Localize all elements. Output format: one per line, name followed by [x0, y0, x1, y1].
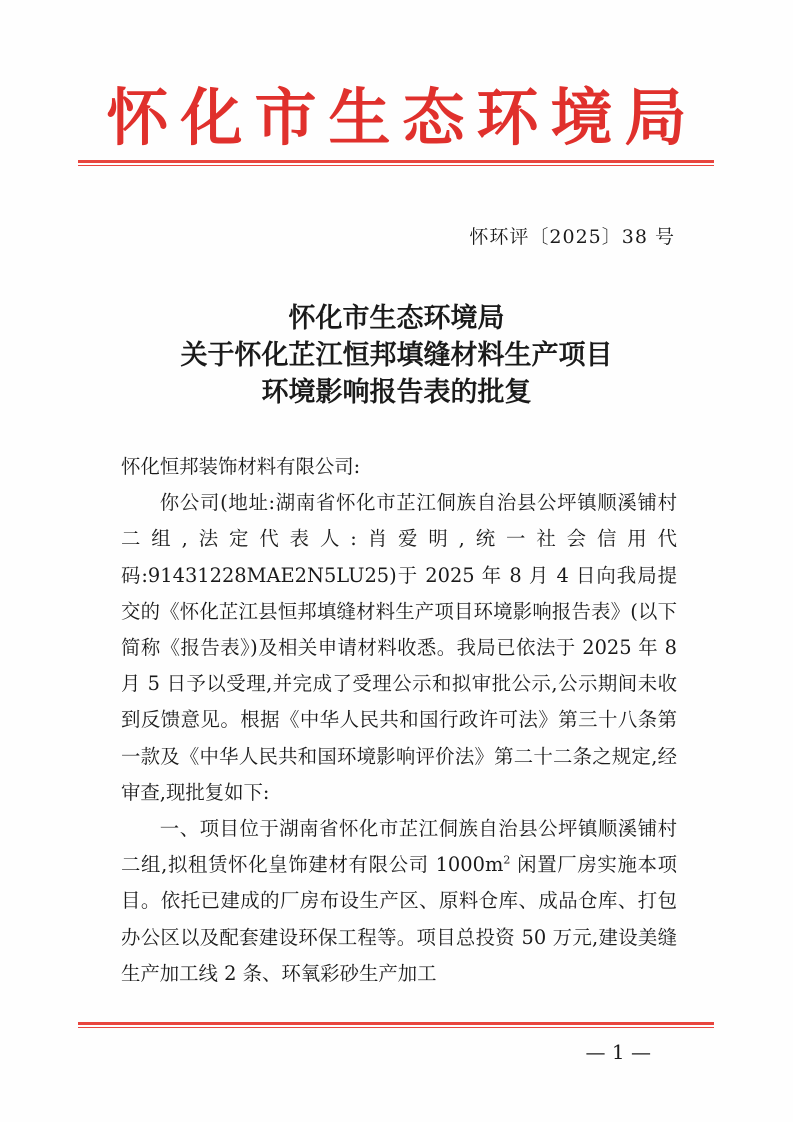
- addressee: 怀化恒邦装饰材料有限公司:: [121, 455, 361, 478]
- body-paragraph-intro: 你公司(地址:湖南省怀化市芷江侗族自治县公坪镇顺溪铺村二组,法定代表人:肖爱明,统一社会信用代码:91431228MAE2N5LU25)于 2025 年 8 月 4 日向我局提交的《怀化芷江县恒邦填缝材料生产项目环境影响报告表》(以下简称《报告表》)及相关申请材料收悉。我局已依法于 2025 年 8 月 5 日予以受理,并完成了受理公示和拟审批公示,公示期间未收到反馈意见。根据《中华人民共和国行政许可法》第三十八条第一款及《中华人民共和国环境影响评价法》第二十二条之规定,经审查,现批复如下:: [121, 491, 677, 804]
- document-body: [121, 449, 677, 992]
- masthead-agency-name: 怀化市生态环境局: [106, 81, 699, 154]
- page-number: — 1 —: [585, 1040, 651, 1064]
- body-paragraph-item-1: [121, 811, 677, 992]
- title-line-2: 关于怀化芷江恒邦填缝材料生产项目: [180, 340, 613, 371]
- title-line-1: 怀化市生态环境局: [288, 303, 505, 334]
- masthead-red-rule: [78, 160, 714, 166]
- item-1-text-b: 闲置厂房实施本项目。依托已建成的厂房布设生产区、原料仓库、成品仓库、打包办公区以及配套建设环保工程等。项目总投资 50 万元,建设美缝生产加工线 2 条、环氧彩砂生产加工: [121, 853, 678, 985]
- item-1-text-a: 一、项目位于湖南省怀化市芷江侗族自治县公坪镇顺溪铺村二组,拟租赁怀化皇饰建材有限公司 1000m: [121, 817, 677, 877]
- document-number: 怀环评〔2025〕38 号: [469, 226, 675, 248]
- footer-red-rule: [78, 1022, 714, 1028]
- title-line-3: 环境影响报告表的批复: [261, 377, 532, 408]
- area-unit-superscript: 2: [503, 853, 511, 867]
- document-title: [0, 300, 793, 411]
